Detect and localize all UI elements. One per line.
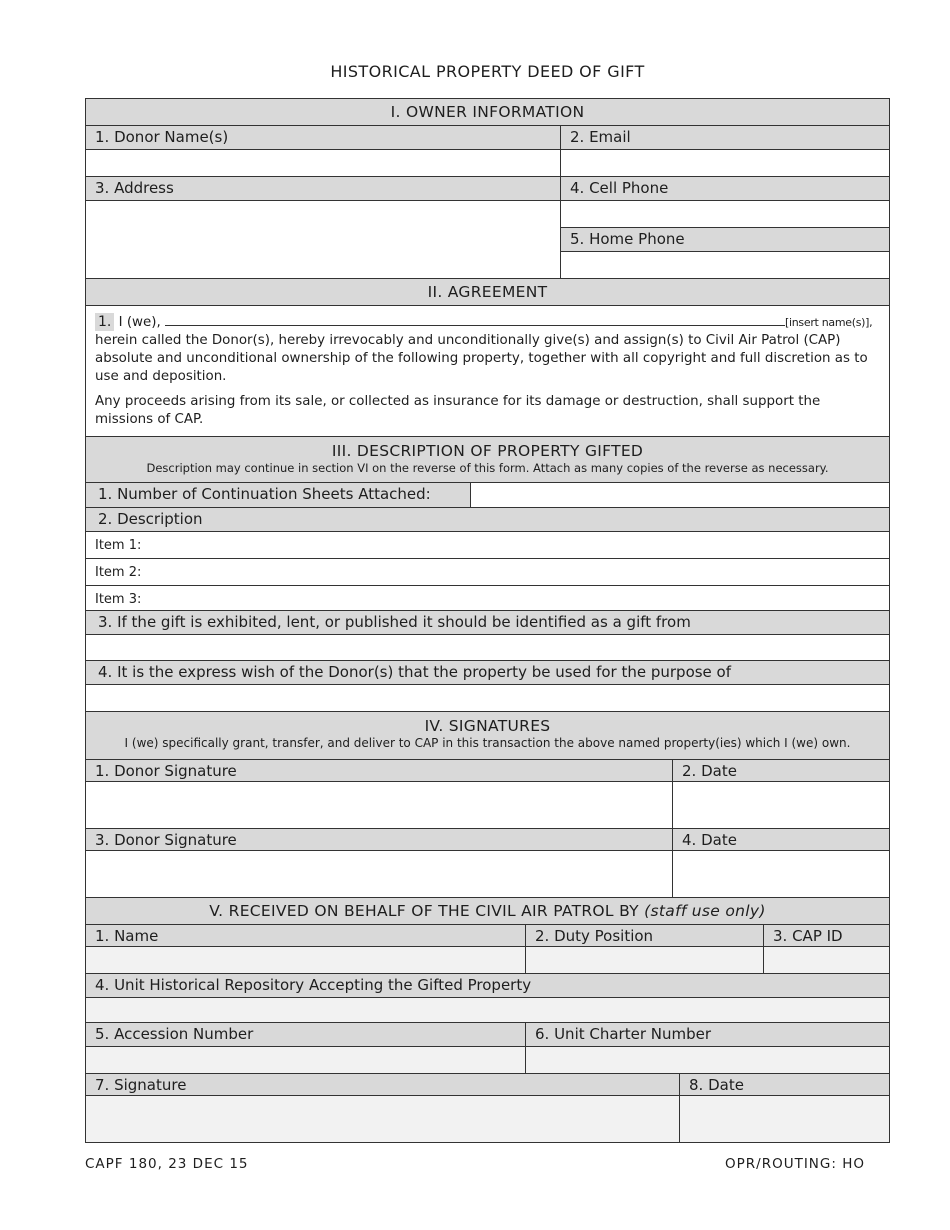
agreement-number: 1. [95, 313, 114, 331]
section-signatures-header [86, 712, 889, 760]
gift-identified-field[interactable] [86, 635, 889, 661]
charter-number-field[interactable] [526, 1047, 889, 1074]
staff-use-only-note: (staff use only) [644, 902, 766, 920]
date-2-field[interactable] [673, 851, 889, 898]
address-field[interactable] [86, 201, 561, 279]
agreement-paragraph-1: herein called the Donor(s), hereby irrevocably and unconditionally give(s) and assign(s) to Civil Air Patrol (CAP) absolute and unconditional ownership of the following property, together with all copyright and full discretion as to use and deposition. [95, 333, 868, 384]
accession-number-field[interactable] [86, 1047, 526, 1074]
donor-names-label: 1. Donor Name(s) [86, 126, 561, 150]
donor-names-field[interactable] [86, 150, 561, 177]
cap-id-field[interactable] [764, 947, 889, 974]
item-1-field[interactable]: Item 1: [86, 532, 889, 559]
accession-number-label: 5. Accession Number [86, 1023, 526, 1047]
item-2-field[interactable]: Item 2: [86, 559, 889, 586]
section-received-title: V. RECEIVED ON BEHALF OF THE CIVIL AIR PATROL BY [209, 902, 639, 920]
donor-name-blank[interactable] [165, 313, 785, 326]
received-name-label: 1. Name [86, 925, 526, 947]
staff-date-field[interactable] [680, 1096, 889, 1142]
duty-position-label: 2. Duty Position [526, 925, 764, 947]
repository-label: 4. Unit Historical Repository Accepting the Gifted Property [86, 974, 889, 998]
express-wish-field[interactable] [86, 685, 889, 712]
express-wish-label: 4. It is the express wish of the Donor(s) that the property be used for the purpose of [86, 661, 889, 685]
agreement-paragraph-2: Any proceeds arising from its sale, or collected as insurance for its damage or destruction, shall support the missions of CAP. [95, 394, 821, 427]
cell-phone-field[interactable] [561, 201, 889, 228]
donor-signature-2-field[interactable] [86, 851, 673, 898]
donor-signature-2-label: 3. Donor Signature [86, 829, 673, 851]
deed-of-gift-form [85, 98, 890, 1143]
date-2-label: 4. Date [673, 829, 889, 851]
donor-signature-1-label: 1. Donor Signature [86, 760, 673, 782]
form-title: HISTORICAL PROPERTY DEED OF GIFT [330, 62, 645, 81]
date-1-field[interactable] [673, 782, 889, 829]
duty-position-field[interactable] [526, 947, 764, 974]
section-received-header [86, 898, 889, 925]
description-label: 2. Description [86, 508, 889, 532]
section-description-title: III. DESCRIPTION OF PROPERTY GIFTED [331, 442, 644, 460]
section-description-subtitle: Description may continue in section VI on the reverse of this form. Attach as many copies of the reverse as necessary. [146, 461, 829, 475]
section-signatures-subtitle: I (we) specifically grant, transfer, and deliver to CAP in this transaction the above named property(ies) which I (we) own. [124, 736, 851, 750]
gift-identified-label: 3. If the gift is exhibited, lent, or published it should be identified as a gift from [86, 611, 889, 635]
received-name-field[interactable] [86, 947, 526, 974]
form-identifier: CAPF 180, 23 DEC 15 [85, 1156, 249, 1172]
email-label: 2. Email [561, 126, 889, 150]
home-phone-field[interactable] [561, 252, 889, 279]
repository-field[interactable] [86, 998, 889, 1023]
item-3-field[interactable]: Item 3: [86, 586, 889, 611]
section-description-header [86, 437, 889, 483]
cap-id-label: 3. CAP ID [764, 925, 889, 947]
address-label: 3. Address [86, 177, 561, 201]
staff-date-label: 8. Date [680, 1074, 889, 1096]
section-owner-information-header: I. OWNER INFORMATION [86, 99, 889, 126]
agreement-lead: I (we), [118, 315, 161, 330]
date-1-label: 2. Date [673, 760, 889, 782]
section-agreement-header: II. AGREEMENT [86, 279, 889, 306]
section-signatures-title: IV. SIGNATURES [424, 717, 551, 735]
cell-phone-label: 4. Cell Phone [561, 177, 889, 201]
continuation-sheets-label: 1. Number of Continuation Sheets Attached: [86, 483, 471, 508]
continuation-sheets-field[interactable] [471, 483, 889, 508]
staff-signature-field[interactable] [86, 1096, 680, 1142]
email-field[interactable] [561, 150, 889, 177]
insert-names-hint: [insert name(s)], [785, 316, 873, 329]
charter-number-label: 6. Unit Charter Number [526, 1023, 889, 1047]
home-phone-label: 5. Home Phone [561, 228, 889, 252]
donor-signature-1-field[interactable] [86, 782, 673, 829]
staff-signature-label: 7. Signature [86, 1074, 680, 1096]
agreement-text [86, 306, 889, 437]
opr-routing: OPR/ROUTING: HO [725, 1156, 865, 1172]
